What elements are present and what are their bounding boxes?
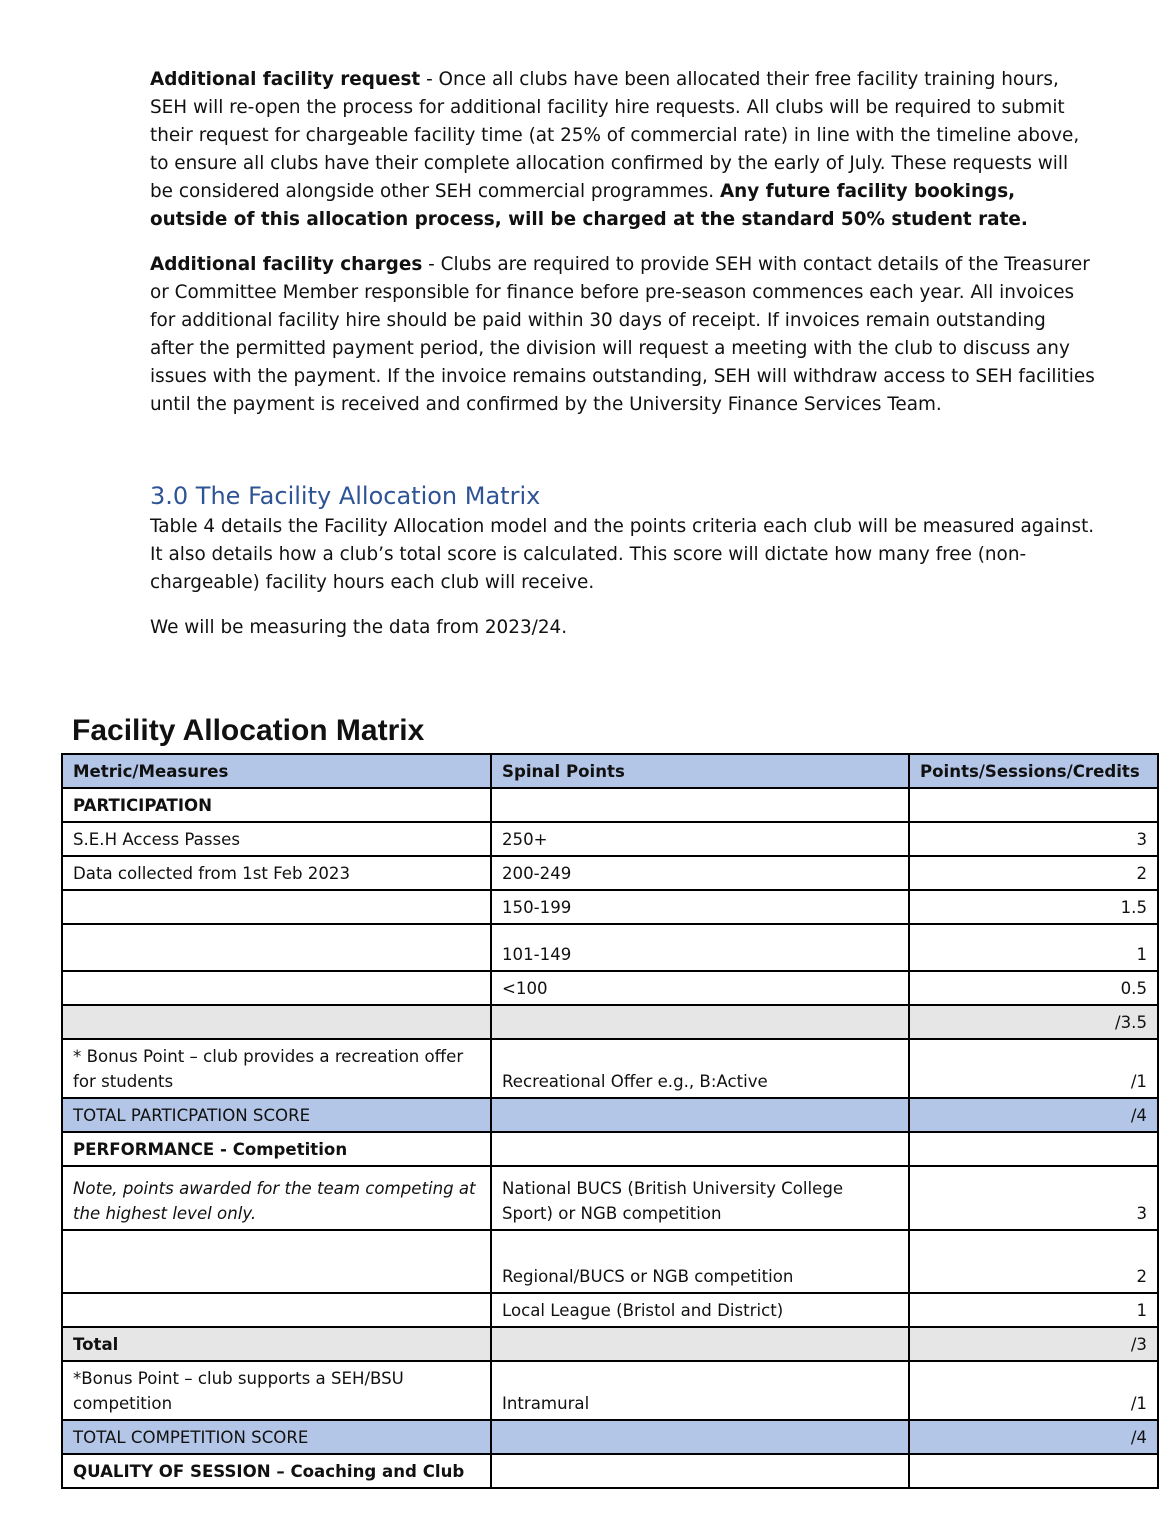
table-row	[62, 971, 1158, 1005]
table-cell	[491, 1005, 909, 1039]
table-cell	[62, 1293, 491, 1327]
table-cell	[62, 971, 491, 1005]
table-title: Facility Allocation Matrix	[72, 714, 425, 747]
table-cell: * Bonus Point – club provides a recreation offer for students	[62, 1039, 491, 1098]
table-cell	[491, 1132, 909, 1166]
paragraph-lead: Additional facility request	[150, 69, 421, 90]
paragraph-body: - Clubs are required to provide SEH with contact details of the Treasurer or Committee Member responsible for finance before pre-season commences each year. All invoices for additional facility hire should be paid within 30 days of receipt. If invoices remain outstanding after the permitted payment period, the division will request a meeting with the club to discuss any issues with the payment. If the invoice remains outstanding, SEH will withdraw access to SEH facilities until the payment is received and confirmed by the University Finance Services Team.	[150, 254, 1095, 415]
additional-facility-charges-paragraph	[150, 251, 1095, 419]
table-cell: 3	[909, 1166, 1158, 1230]
table-cell: /3	[909, 1327, 1158, 1361]
table-row	[62, 822, 1158, 856]
table-cell: /3.5	[909, 1005, 1158, 1039]
header-cell: Points/Sessions/Credits	[909, 754, 1158, 788]
table-cell	[909, 1454, 1158, 1488]
table-cell	[491, 1327, 909, 1361]
table-cell: Total	[62, 1327, 491, 1361]
table-cell: /1	[909, 1361, 1158, 1420]
table-cell: 101-149	[491, 924, 909, 971]
table-cell: National BUCS (British University College Sport) or NGB competition	[491, 1166, 909, 1230]
table-cell	[62, 924, 491, 971]
table-subtotal-row	[62, 1327, 1158, 1361]
table-cell	[62, 1230, 491, 1293]
table-header-row	[62, 754, 1158, 788]
table-cell: Local League (Bristol and District)	[491, 1293, 909, 1327]
additional-facility-request-paragraph	[150, 66, 1095, 234]
table-cell: 1	[909, 924, 1158, 971]
table-cell: Regional/BUCS or NGB competition	[491, 1230, 909, 1293]
table-total-row	[62, 1098, 1158, 1132]
table-cell	[909, 788, 1158, 822]
paragraph-body: - Once all clubs have been allocated their free facility training hours, SEH will re-open the process for additional facility hire requests. All clubs will be required to submit their request for chargeable facility time (at 25% of commercial rate) in line with the timeline above, to ensure all clubs have their complete allocation confirmed by the early of July. These requests will be considered alongside other SEH commercial programmes.	[150, 69, 1080, 202]
table-total-row	[62, 1420, 1158, 1454]
table-cell	[491, 1420, 909, 1454]
table-cell: 3	[909, 822, 1158, 856]
table-cell: <100	[491, 971, 909, 1005]
table-row	[62, 856, 1158, 890]
table-row	[62, 1132, 1158, 1166]
paragraph-emphasis: Any future facility bookings, outside of this allocation process, will be charged at the standard 50% student rate.	[150, 181, 1028, 230]
table-cell: 1	[909, 1293, 1158, 1327]
facility-allocation-table	[61, 753, 1159, 1489]
table-row	[62, 924, 1158, 971]
table-cell	[491, 1454, 909, 1488]
table-cell: 0.5	[909, 971, 1158, 1005]
table-row	[62, 890, 1158, 924]
table-cell	[62, 1005, 491, 1039]
table-cell: 2	[909, 1230, 1158, 1293]
table-cell: PERFORMANCE - Competition	[62, 1132, 491, 1166]
table-cell: 200-249	[491, 856, 909, 890]
matrix-intro-paragraph: Table 4 details the Facility Allocation model and the points criteria each club will be measured against. It also details how a club’s total score is calculated. This score will dictate how many free (non-chargeable) facility hours each club will receive.	[150, 516, 1095, 593]
table-cell: S.E.H Access Passes	[62, 822, 491, 856]
table-row	[62, 1230, 1158, 1293]
table-row	[62, 1361, 1158, 1420]
table-cell: /1	[909, 1039, 1158, 1098]
table-row	[62, 1039, 1158, 1098]
table-cell: 250+	[491, 822, 909, 856]
table-cell	[909, 1132, 1158, 1166]
table-cell	[62, 890, 491, 924]
table-cell: Recreational Offer e.g., B:Active	[491, 1039, 909, 1098]
table-row	[62, 1293, 1158, 1327]
table-cell: TOTAL COMPETITION SCORE	[62, 1420, 491, 1454]
table-cell: *Bonus Point – club supports a SEH/BSU competition	[62, 1361, 491, 1420]
table-cell: TOTAL PARTICPATION SCORE	[62, 1098, 491, 1132]
data-period-paragraph: We will be measuring the data from 2023/24.	[150, 617, 568, 638]
table-cell: 150-199	[491, 890, 909, 924]
table-cell: PARTICIPATION	[62, 788, 491, 822]
paragraph-lead: Additional facility charges	[150, 254, 423, 275]
table-row	[62, 1454, 1158, 1488]
table-cell	[491, 1098, 909, 1132]
table-cell: /4	[909, 1420, 1158, 1454]
table-row	[62, 1166, 1158, 1230]
table-cell: Note, points awarded for the team competing at the highest level only.	[62, 1166, 491, 1230]
table-cell: QUALITY OF SESSION – Coaching and Club	[62, 1454, 491, 1488]
table-subtotal-row	[62, 1005, 1158, 1039]
section-heading: 3.0 The Facility Allocation Matrix	[150, 482, 541, 510]
table-cell: /4	[909, 1098, 1158, 1132]
table-cell	[491, 788, 909, 822]
header-cell: Metric/Measures	[62, 754, 491, 788]
table-cell: Data collected from 1st Feb 2023	[62, 856, 491, 890]
table-cell: Intramural	[491, 1361, 909, 1420]
table-cell: 2	[909, 856, 1158, 890]
table-row	[62, 788, 1158, 822]
header-cell: Spinal Points	[491, 754, 909, 788]
table-cell: 1.5	[909, 890, 1158, 924]
